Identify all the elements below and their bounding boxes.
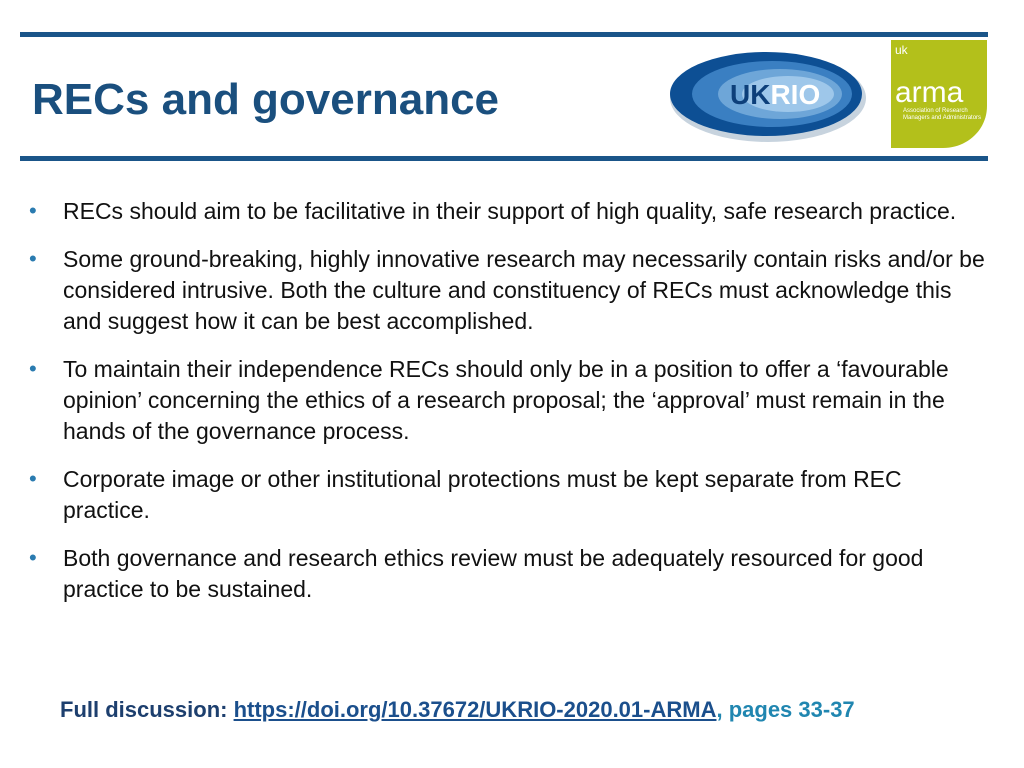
- bullet-marker: •: [29, 466, 37, 491]
- bullet-list: [28, 196, 988, 622]
- arma-wordmark: arma: [895, 76, 964, 109]
- ukrio-rio-text: RIO: [770, 79, 821, 110]
- arma-tagline-line2: Managers and Administrators: [903, 115, 982, 121]
- bottom-rule: [20, 156, 988, 161]
- bullet-item: [28, 543, 988, 605]
- doi-link[interactable]: https://doi.org/10.37672/UKRIO-2020.01-ARMA: [233, 697, 717, 722]
- bullet-text: Both governance and research ethics review must be adequately resourced for good practice to be sustained.: [63, 545, 924, 602]
- bullet-item: [28, 244, 988, 337]
- bullet-item: [28, 196, 988, 227]
- bullet-marker: •: [29, 356, 37, 381]
- footer-citation: [60, 696, 980, 724]
- bullet-item: [28, 354, 988, 447]
- ukrio-logo: [668, 48, 868, 144]
- footer-label: Full discussion:: [60, 697, 234, 722]
- slide-title: RECs and governance: [32, 75, 500, 124]
- top-rule: [20, 32, 988, 37]
- bullet-text: Corporate image or other institutional protections must be kept separate from REC practice.: [63, 466, 902, 523]
- arma-prefix: uk: [895, 43, 908, 57]
- bullet-marker: •: [29, 545, 37, 570]
- bullet-marker: •: [29, 198, 37, 223]
- bullet-marker: •: [29, 246, 37, 271]
- bullet-text: To maintain their independence RECs should only be in a position to offer a ‘favourable opinion’ concerning the ethics of a research proposal; the ‘approval’ must remain in the hands of the governance process.: [63, 356, 949, 444]
- svg-text:UKRIO: [730, 79, 820, 110]
- bullet-item: [28, 464, 988, 526]
- bullet-text: Some ground-breaking, highly innovative research may necessarily contain risks and/or be considered intrusive. Both the culture and constituency of RECs must acknowledge this and suggest how it can be best accomplished.: [63, 246, 985, 334]
- ukrio-uk-text: UK: [730, 79, 771, 110]
- footer-pages: , pages 33-37: [716, 697, 855, 722]
- bullet-text: RECs should aim to be facilitative in their support of high quality, safe research practice.: [63, 198, 957, 224]
- arma-tagline-line1: Association of Research: [903, 108, 968, 114]
- arma-logo: [891, 40, 987, 148]
